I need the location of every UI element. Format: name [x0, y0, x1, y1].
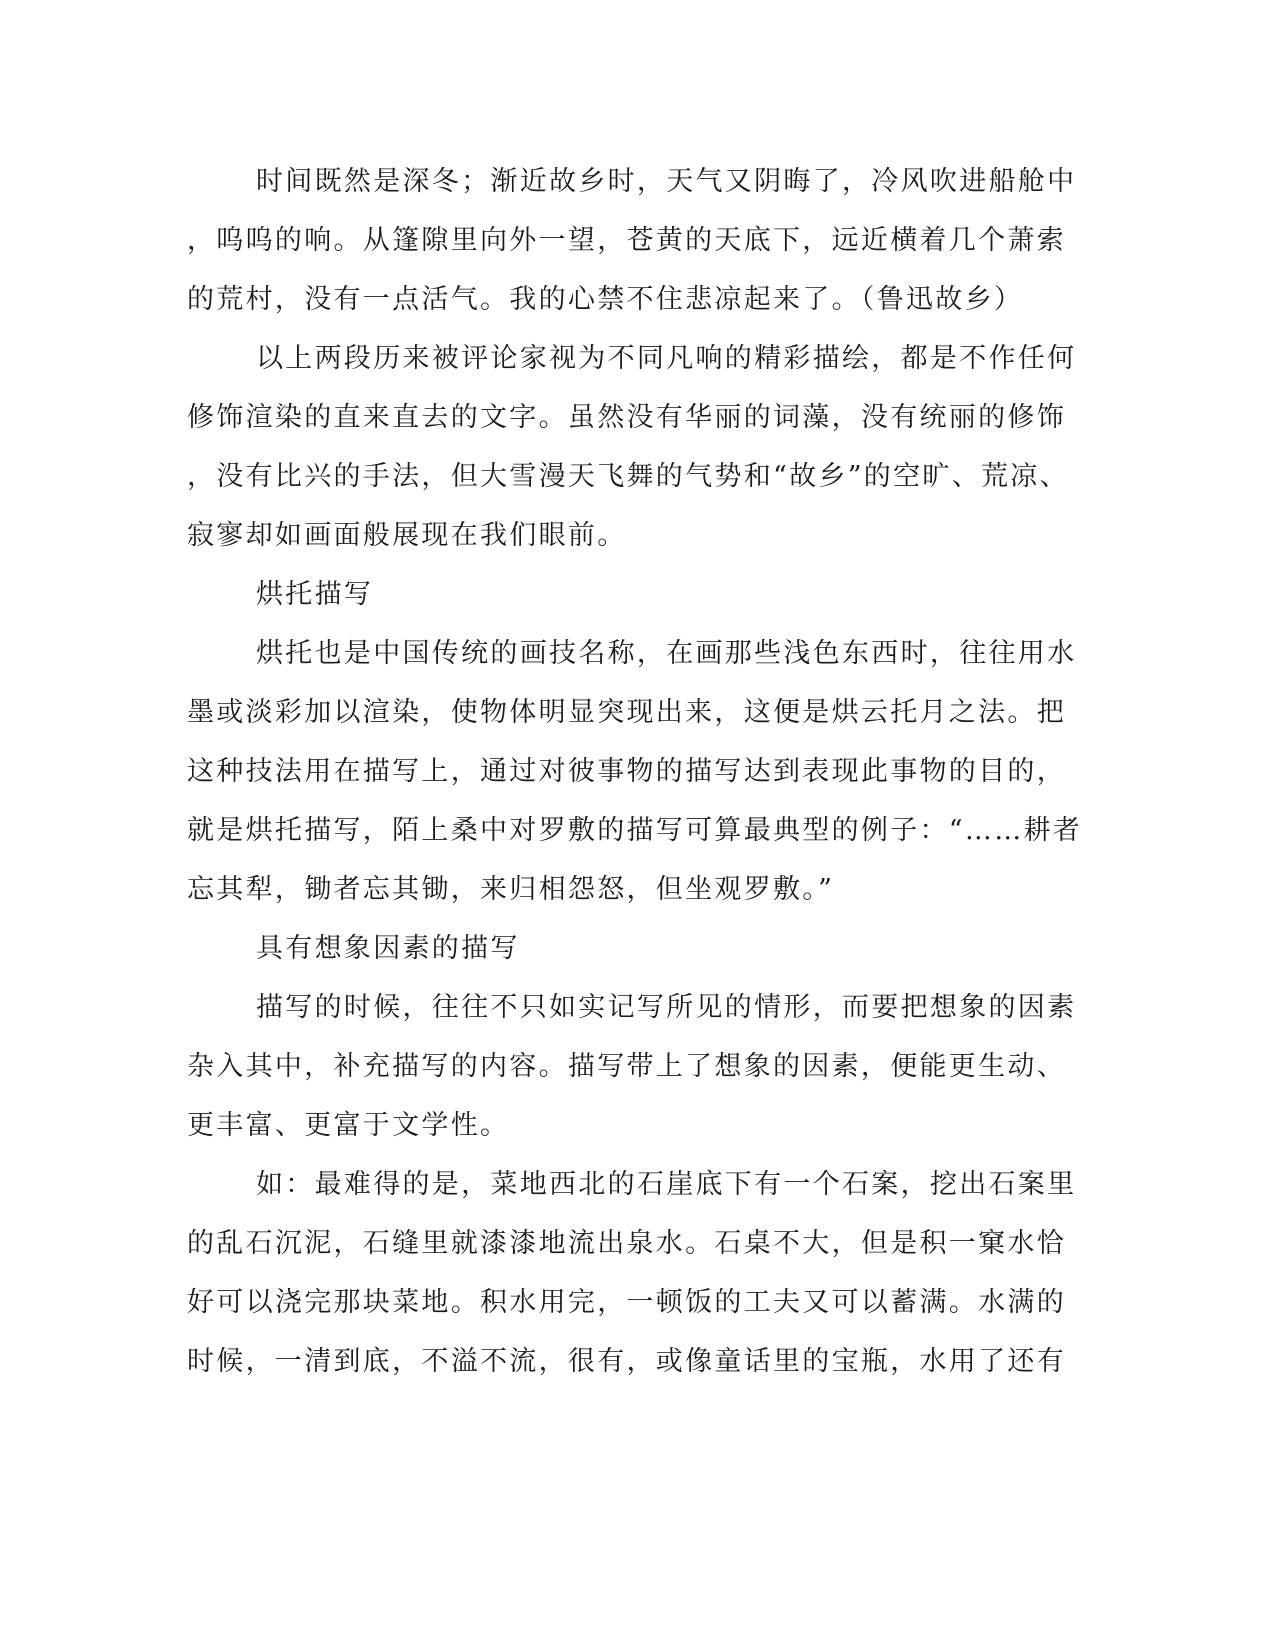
- text-line: 的乱石沉泥，石缝里就漆漆地流出泉水。石桌不大，但是积一窠水恰: [187, 1228, 1066, 1259]
- text-line: 时间既然是深冬；渐近故乡时，天气又阴晦了，冷风吹进船舱中: [256, 166, 1077, 197]
- text-line: 的荒村，没有一点活气。我的心禁不住悲凉起来了。（鲁迅故乡）: [187, 284, 1024, 315]
- text-line: 如：最难得的是，菜地西北的石崖底下有一个石案，挖出石案里: [256, 1169, 1077, 1200]
- text-line: 以上两段历来被评论家视为不同凡响的精彩描绘，都是不作任何: [256, 343, 1077, 374]
- text-line: 烘托也是中国传统的画技名称，在画那些浅色东西时，往往用水: [256, 638, 1077, 669]
- text-line: 这种技法用在描写上，通过对彼事物的描写达到表现此事物的目的，: [187, 756, 1066, 787]
- text-line: ，没有比兴的手法，但大雪漫天飞舞的气势和“故乡”的空旷、荒凉、: [187, 461, 1069, 492]
- text-line: 就是烘托描写，陌上桑中对罗敷的描写可算最典型的例子：“……耕者: [187, 815, 1083, 846]
- text-line: 描写的时候，往往不只如实记写所见的情形，而要把想象的因素: [256, 992, 1077, 1023]
- text-line: 修饰渲染的直来直去的文字。虽然没有华丽的词藻，没有统丽的修饰: [187, 402, 1066, 433]
- text-line: 墨或淡彩加以渲染，使物体明显突现出来，这便是烘云托月之法。把: [187, 697, 1066, 728]
- text-line: ，呜呜的响。从篷隙里向外一望，苍黄的天底下，远近横着几个萧索: [187, 225, 1066, 256]
- text-line: 更丰富、更富于文学性。: [187, 1110, 510, 1141]
- text-line: 忘其犁，锄者忘其锄，来归相怨怒，但坐观罗敷。”: [187, 874, 835, 905]
- text-line: 好可以浇完那块菜地。积水用完，一顿饭的工夫又可以蓄满。水满的: [187, 1287, 1066, 1318]
- text-line: 时候，一清到底，不溢不流，很有，或像童话里的宝瓶，水用了还有: [187, 1346, 1066, 1377]
- section-heading: 烘托描写: [256, 579, 374, 610]
- section-heading: 具有想象因素的描写: [256, 933, 520, 964]
- text-line: 寂寥却如画面般展现在我们眼前。: [187, 520, 627, 551]
- text-line: 杂入其中，补充描写的内容。描写带上了想象的因素，便能更生动、: [187, 1051, 1066, 1082]
